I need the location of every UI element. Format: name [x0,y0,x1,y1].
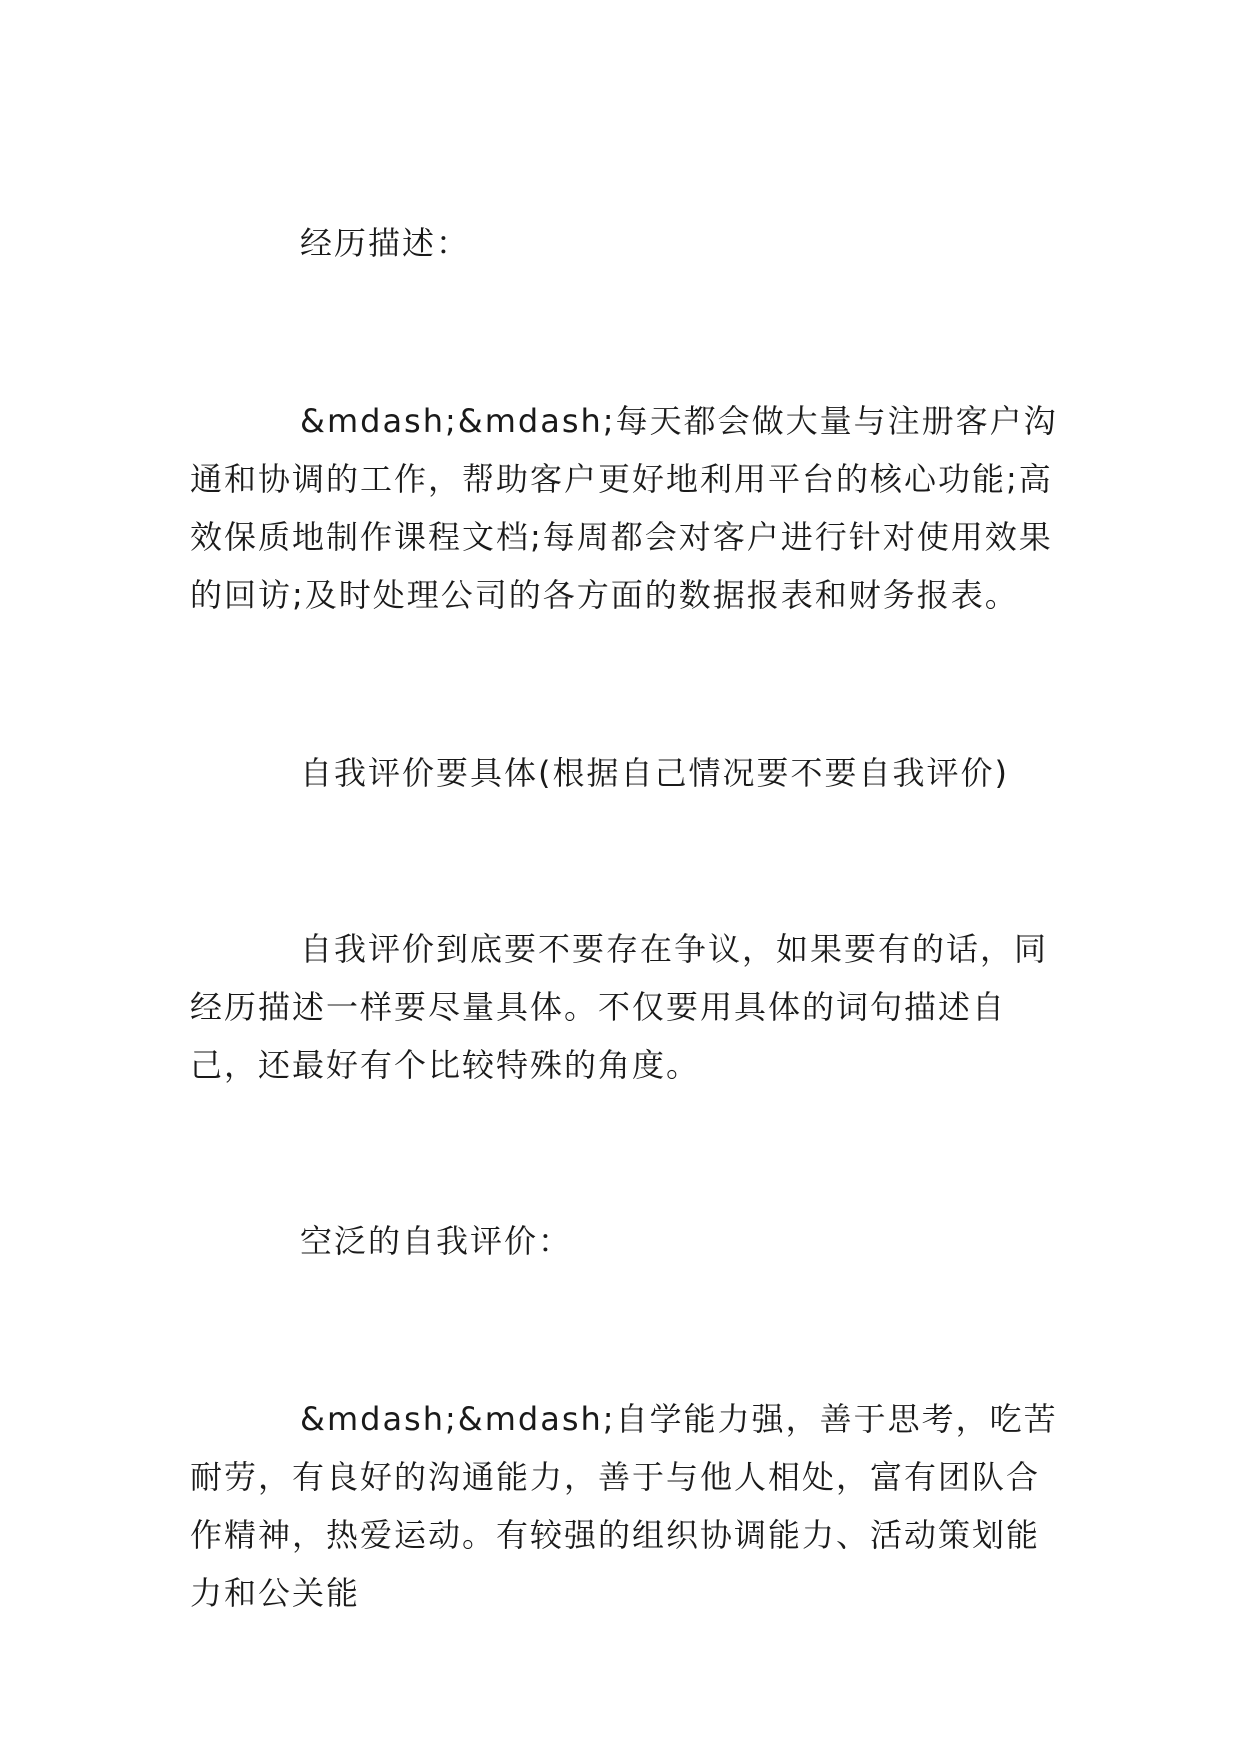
paragraph-experience-description: &mdash;&mdash;每天都会做大量与注册客户沟通和协调的工作，帮助客户更好地利用平台的核心功能;高效保质地制作课程文档;每周都会对客户进行针对使用效果的回访;及时处理公司的各方面的数据报表和财务报表。 [190,402,1058,614]
paragraph-experience-heading: 经历描述： [300,224,471,262]
paragraph-self-evaluation-body: 自我评价到底要不要存在争议，如果要有的话，同经历描述一样要尽量具体。不仅要用具体的词句描述自己，还最好有个比较特殊的角度。 [190,930,1049,1084]
paragraph-self-evaluation-heading: 自我评价要具体(根据自己情况要不要自我评价) [300,754,1009,792]
paragraph-vague-evaluation-heading: 空泛的自我评价： [300,1222,573,1260]
paragraph-vague-evaluation-example: &mdash;&mdash;自学能力强，善于思考，吃苦耐劳，有良好的沟通能力，善于与他人相处，富有团队合作精神，热爱运动。有较强的组织协调能力、活动策划能力和公关能 [190,1400,1058,1612]
